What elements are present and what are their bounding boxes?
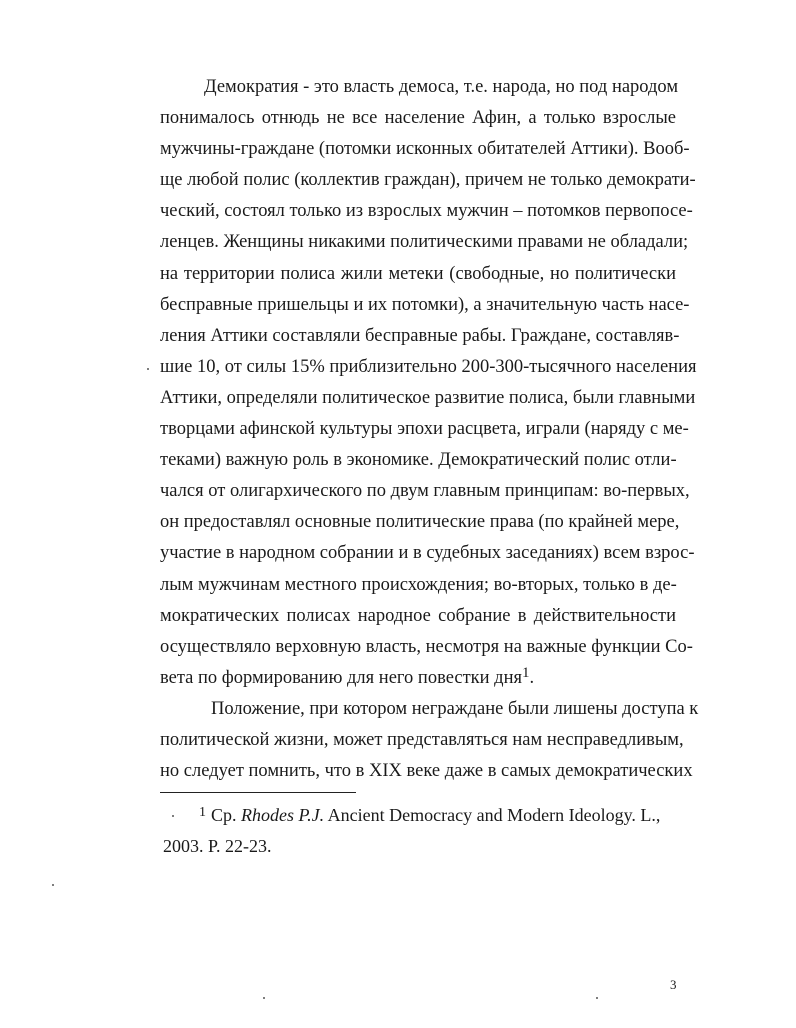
text-line: творцами афинской культуры эпохи расцвета, играли (наряду с ме-	[160, 419, 689, 440]
footnote-reference[interactable]: 1	[522, 664, 530, 681]
text-line: понималось отнюдь не все население Афин, а только взрослые	[160, 108, 676, 129]
text-line: но следует помнить, что в XIX веке даже в самых демократических	[160, 761, 693, 782]
scan-speck	[52, 884, 54, 886]
scan-speck	[263, 997, 265, 999]
text-line: политической жизни, может представляться нам несправедливым,	[160, 729, 684, 750]
scan-speck	[147, 368, 149, 370]
scan-speck	[596, 997, 598, 999]
text-line: Демократия - это власть демоса, т.е. народа, но под народом	[204, 77, 679, 97]
text-line: ленцев. Женщины никакими политическими правами не обладали;	[160, 232, 689, 253]
text-line: участие в народном собрании и в судебных заседаниях) всем взрос-	[160, 543, 695, 564]
text-line: Положение, при котором неграждане были лишены доступа к	[211, 698, 699, 719]
text-line: мужчины-граждане (потомки исконных обитателей Аттики). Вооб-	[160, 139, 690, 160]
text-line: осуществляло верховную власть, несмотря на важные функции Со-	[160, 636, 693, 657]
text-line: бесправные пришельцы и их потомки), а значительную часть насе-	[160, 294, 690, 315]
text-line: шие 10, от силы 15% приблизительно 200-300-тысячного населения	[160, 356, 697, 377]
text-line: теками) важную роль в экономике. Демократический полис отли-	[160, 450, 677, 471]
footnote-line	[163, 800, 673, 831]
footnote-title: Ancient Democracy and Modern Ideology. L.,	[324, 805, 661, 825]
text-line: лым мужчинам местного происхождения; во-вторых, только в де-	[160, 574, 677, 595]
page-number: 3	[670, 977, 677, 992]
text-line: на территории полиса жили метеки (свободные, но политически	[160, 263, 676, 284]
body-text	[160, 72, 699, 787]
text-line: ления Аттики составляли бесправные рабы. Граждане, составляв-	[160, 325, 680, 346]
footnote-line: 2003. P. 22-23.	[163, 836, 272, 856]
text-line: ще любой полис (коллектив граждан), причем не только демократи-	[160, 170, 696, 191]
text-line: он предоставлял основные политические права (по крайней мере,	[160, 512, 680, 533]
footnote-author: Rhodes P.J.	[241, 805, 325, 825]
text-line: чался от олигархического по двум главным принципам: во-первых,	[160, 481, 690, 502]
scan-speck	[172, 815, 174, 817]
text-line: ческий, состоял только из взрослых мужчин – потомков первопосе-	[160, 201, 693, 222]
text-line: вета по формированию для него повестки дня$^1$.	[160, 664, 535, 688]
footnote-divider	[160, 792, 356, 793]
text-line: Аттики, определяли политическое развитие полиса, были главными	[160, 387, 696, 408]
footnote	[163, 800, 673, 862]
footnote-number: 1	[199, 805, 206, 820]
footnote-prefix: Ср.	[211, 805, 242, 825]
text-line-content: вета по формированию для него повестки дня	[160, 667, 522, 688]
text-line: мократических полисах народное собрание в действительности	[160, 605, 676, 626]
